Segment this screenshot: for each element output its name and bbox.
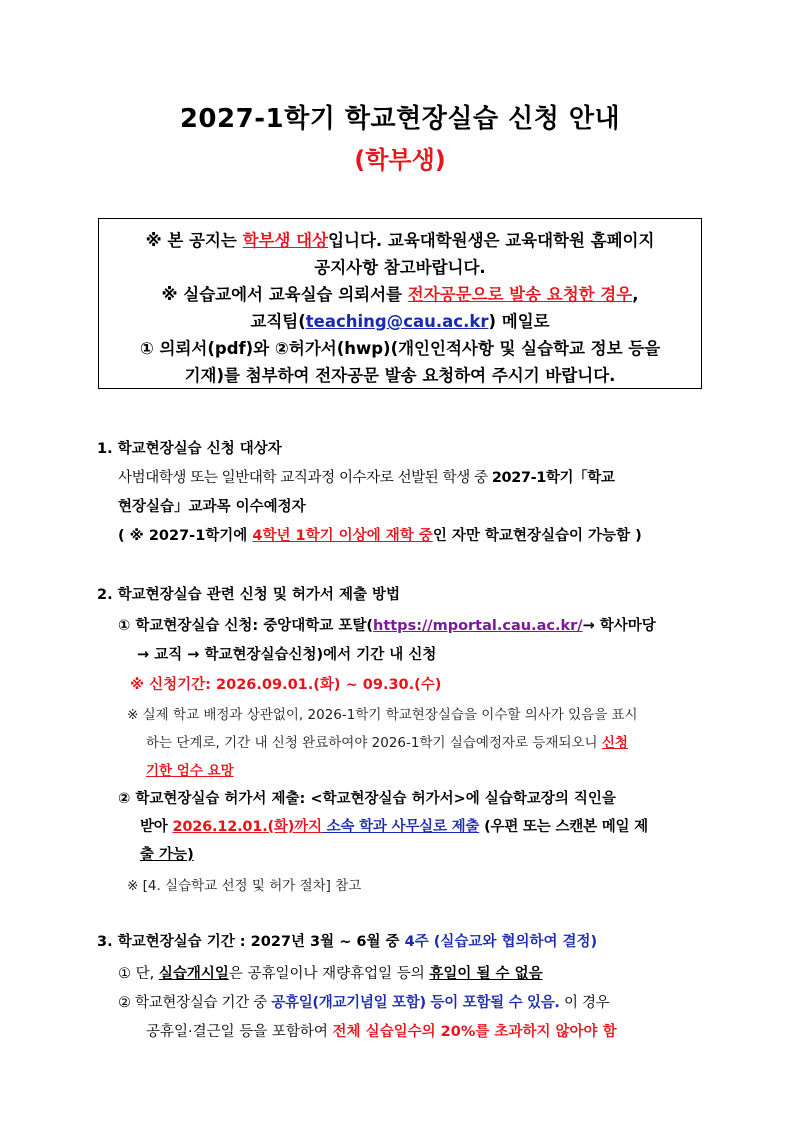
- section-3-item-2-cont: 공휴일·결근일 등을 포함하여 전체 실습일수의 20%를 초과하지 않아야 함: [146, 1024, 617, 1040]
- page-title: 2027-1학기 학교현장실습 신청 안내: [179, 104, 621, 134]
- notice-box: [98, 218, 702, 389]
- section-2-item-2: ② 학교현장실습 허가서 제출: <학교현장실습 허가서>에 실습학교장의 직인을: [118, 791, 616, 807]
- section-2-note-line-1: ※ 실제 학교 배정과 상관없이, 2026-1학기 학교현장실습을 이수할 의사가 있음을 표시: [127, 707, 638, 723]
- notice-line-2: 공지사항 참고바랍니다.: [314, 258, 486, 277]
- section-2-item-1-cont: → 교직 → 학교현장실습신청)에서 기간 내 신청: [137, 647, 437, 663]
- page-subtitle: (학부생): [354, 146, 446, 174]
- section-1-line-2: 현장실습」교과목 이수예정자: [118, 499, 306, 515]
- section-1-line-3: ( ※ 2027-1학기에 4학년 1학기 이상에 재학 중인 자만 학교현장실습이 가능함 ): [118, 528, 642, 544]
- section-3-item-2: ② 학교현장실습 기간 중 공휴일(개교기념일 포함) 등이 포함될 수 있음. 이 경우: [118, 995, 610, 1011]
- section-1-line-1: 사범대학생 또는 일반대학 교직과정 이수자로 선발된 학생 중 2027-1학기「학교: [118, 470, 615, 486]
- section-1-heading: 1. 학교현장실습 신청 대상자: [97, 441, 282, 457]
- application-period: ※ 신청기간: 2026.09.01.(화) ~ 09.30.(수): [130, 677, 442, 693]
- section-2-heading: 2. 학교현장실습 관련 신청 및 허가서 제출 방법: [97, 587, 401, 603]
- section-2-item-2-cont: 받아 2026.12.01.(화)까지 소속 학과 사무실로 제출 (우편 또는 스캔본 메일 제: [140, 819, 648, 835]
- notice-line-1: ※ 본 공지는 학부생 대상입니다. 교육대학원생은 교육대학원 홈페이지: [145, 231, 655, 250]
- notice-line-5: ① 의뢰서(pdf)와 ②허가서(hwp)(개인인적사항 및 실습학교 정보 등을: [139, 339, 661, 358]
- section-2-item-2-cont-2: 출 가능): [140, 847, 194, 863]
- section-2-item-1: ① 학교현장실습 신청: 중앙대학교 포탈(https://mportal.cau.ac.kr/→ 학사마당: [118, 618, 656, 634]
- notice-line-6: 기재)를 첨부하여 전자공문 발송 요청하여 주시기 바랍니다.: [184, 366, 616, 385]
- section-2-reference: ※ [4. 실습학교 선정 및 허가 절차] 참고: [127, 878, 362, 894]
- portal-link[interactable]: https://mportal.cau.ac.kr/: [373, 618, 583, 634]
- email-link[interactable]: teaching@cau.ac.kr: [305, 312, 489, 331]
- section-3-heading: 3. 학교현장실습 기간 : 2027년 3월 ~ 6월 중 4주 (실습교와 협의하여 결정): [97, 934, 598, 950]
- section-2-note-line-3: 기한 엄수 요망: [146, 763, 234, 779]
- section-2-note-line-2: 하는 단계로, 기간 내 신청 완료하여야 2026-1학기 실습예정자로 등재되오니 신청: [146, 735, 628, 751]
- notice-line-4: 교직팀(teaching@cau.ac.kr) 메일로: [250, 312, 550, 331]
- section-3-item-1: ① 단, 실습개시일은 공휴일이나 재량휴업일 등의 휴일이 될 수 없음: [118, 966, 543, 982]
- notice-line-3: ※ 실습교에서 교육실습 의뢰서를 전자공문으로 발송 요청한 경우,: [161, 285, 639, 304]
